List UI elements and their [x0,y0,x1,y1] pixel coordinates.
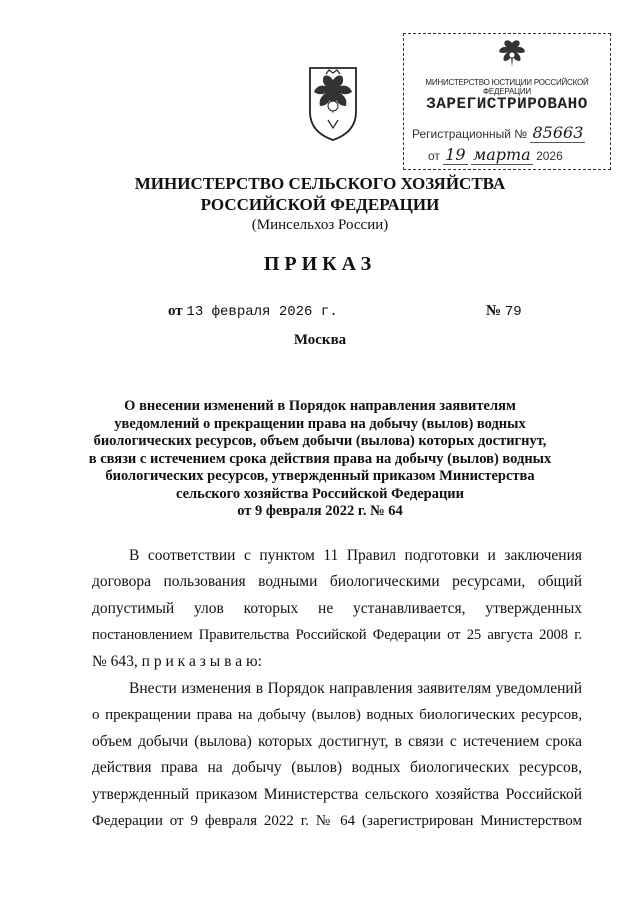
ministry-name-line-1: МИНИСТЕРСТВО СЕЛЬСКОГО ХОЗЯЙСТВА [134,174,506,193]
stamp-emblem-icon [497,37,527,73]
title-line: сельского хозяйства Российской Федерации [175,485,465,502]
body-line: утвержденный приказом Министерства сельского хозяйства Российской [92,785,582,803]
order-number-value: 79 [504,304,522,320]
registration-stamp [403,33,611,170]
order-title [80,398,560,521]
title-line: в связи с истечением срока действия права на добычу (вылов) водных [88,450,552,467]
body-line: В соответствии с пунктом 11 Правил подготовки и заключения [129,547,582,564]
stamp-date-year: 2026 [536,149,563,163]
body-line: договора пользования водными биологическими ресурсами, общий [92,573,582,591]
stamp-ministry-name: МИНИСТЕРСТВО ЮСТИЦИИ РОССИЙСКОЙ ФЕДЕРАЦИИ [425,78,589,96]
order-date-value: 13 февраля 2026 г. [186,304,338,320]
stamp-registration-line [412,123,608,142]
order-date [168,303,338,320]
body-line: постановлением Правительства Российской Федерации от 25 августа 2008 г. [92,627,582,644]
body-line: № 643, п р и к а з ы в а ю: [92,652,262,670]
title-line: биологических ресурсов, утвержденный приказом Министерства [105,468,535,484]
body-line: действия права на добычу (вылов) водных биологических ресурсов, [92,759,582,777]
order-city: Москва [293,332,347,348]
body-line: Внести изменения в Порядок направления заявителям уведомлений [129,680,582,697]
body-line: допустимый улов которых не устанавливается, утвержденных [92,599,582,617]
body-paragraph-2 [92,676,582,834]
title-line: от 9 февраля 2022 г. № 64 [237,503,403,519]
body-line: о прекращении права на добычу (вылов) водных биологических ресурсов, [92,707,582,724]
stamp-registered-label: ЗАРЕГИСТРИРОВАНО [426,95,588,113]
ministry-name [0,173,640,215]
stamp-date-month: марта [472,145,531,164]
stamp-date-day: 19 [445,145,466,164]
stamp-reg-number: 85663 [532,123,584,142]
stamp-date-line [428,145,608,164]
body-line: объем добычи (вылова) которых достигнут, в связи с истечением срока [92,732,582,750]
order-number [486,303,522,320]
title-line: О внесении изменений в Порядок направления заявителям [124,398,516,414]
title-line: биологических ресурсов, объем добычи (вылова) которых достигнут, [93,433,547,449]
body-line: Федерации от 9 февраля 2022 г. № 64 (зарегистрирован Министерством [92,813,582,830]
stamp-reg-label: Регистрационный № [412,127,528,141]
order-number-sign: № [486,303,502,319]
title-line: уведомлений о прекращении права на добычу (вылов) водных [114,415,526,432]
stamp-date-prefix: от [428,149,440,163]
coat-of-arms-emblem [302,62,364,144]
order-date-prefix: от [168,303,183,319]
ministry-short-name: (Минсельхоз России) [251,217,389,233]
ministry-name-line-2: РОССИЙСКОЙ ФЕДЕРАЦИИ [200,195,440,214]
body-paragraph-1 [92,543,582,675]
document-type-heading: ПРИКАЗ [263,253,377,275]
